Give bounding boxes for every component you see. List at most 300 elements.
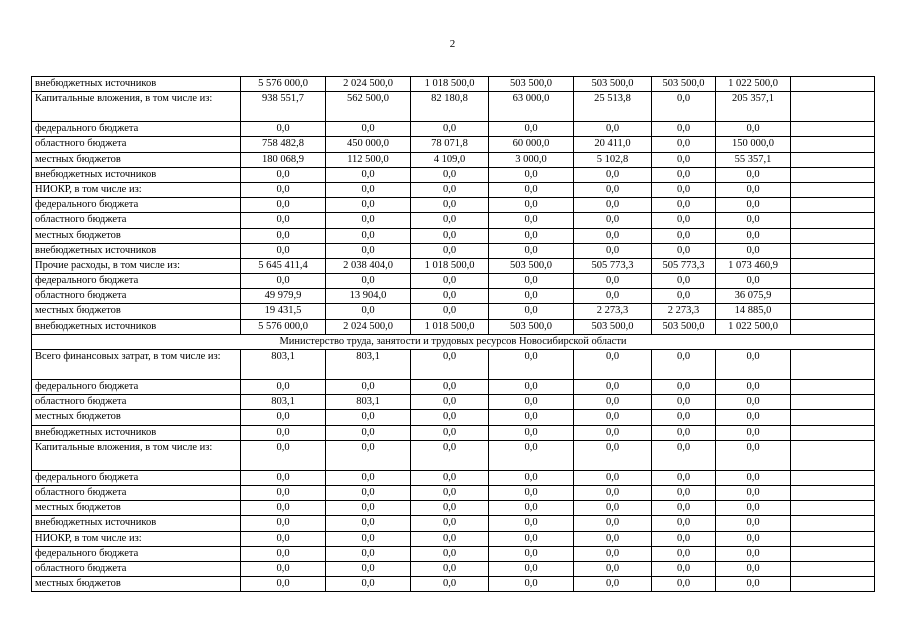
value-cell: 0,0 (716, 410, 791, 425)
table-row (32, 516, 875, 531)
table-row (32, 501, 875, 516)
value-cell: 14 885,0 (716, 304, 791, 319)
table-row (32, 577, 875, 592)
table-row (32, 425, 875, 440)
value-cell: 0,0 (326, 380, 411, 395)
row-label: областного бюджета (32, 213, 241, 228)
row-label: федерального бюджета (32, 274, 241, 289)
value-cell: 0,0 (241, 440, 326, 470)
value-cell: 0,0 (489, 531, 574, 546)
value-cell: 2 024 500,0 (326, 319, 411, 334)
value-cell: 758 482,8 (241, 137, 326, 152)
empty-cell (791, 77, 875, 92)
value-cell: 0,0 (489, 198, 574, 213)
value-cell: 5 576 000,0 (241, 319, 326, 334)
value-cell: 0,0 (574, 122, 652, 137)
empty-cell (791, 137, 875, 152)
value-cell: 0,0 (489, 425, 574, 440)
value-cell: 0,0 (489, 304, 574, 319)
value-cell: 0,0 (411, 182, 489, 197)
value-cell: 0,0 (489, 395, 574, 410)
value-cell: 562 500,0 (326, 92, 411, 122)
value-cell: 0,0 (574, 501, 652, 516)
value-cell: 0,0 (326, 577, 411, 592)
row-label: внебюджетных источников (32, 516, 241, 531)
value-cell: 938 551,7 (241, 92, 326, 122)
value-cell: 0,0 (652, 92, 716, 122)
value-cell: 0,0 (716, 198, 791, 213)
value-cell: 0,0 (241, 485, 326, 500)
value-cell: 0,0 (652, 122, 716, 137)
value-cell: 0,0 (652, 410, 716, 425)
row-label: федерального бюджета (32, 470, 241, 485)
empty-cell (791, 485, 875, 500)
value-cell: 150 000,0 (716, 137, 791, 152)
value-cell: 2 273,3 (574, 304, 652, 319)
value-cell: 0,0 (574, 440, 652, 470)
row-label: федерального бюджета (32, 122, 241, 137)
table-row (32, 470, 875, 485)
value-cell: 0,0 (411, 198, 489, 213)
table-row (32, 274, 875, 289)
value-cell: 0,0 (489, 516, 574, 531)
table-row (32, 258, 875, 273)
table-row (32, 440, 875, 470)
value-cell: 0,0 (652, 501, 716, 516)
table-row (32, 182, 875, 197)
value-cell: 0,0 (411, 274, 489, 289)
value-cell: 503 500,0 (489, 258, 574, 273)
empty-cell (791, 258, 875, 273)
value-cell: 5 576 000,0 (241, 77, 326, 92)
row-label: местных бюджетов (32, 501, 241, 516)
row-label: федерального бюджета (32, 380, 241, 395)
value-cell: 0,0 (574, 350, 652, 380)
value-cell: 0,0 (489, 380, 574, 395)
value-cell: 5 645 411,4 (241, 258, 326, 273)
value-cell: 0,0 (411, 425, 489, 440)
value-cell: 205 357,1 (716, 92, 791, 122)
value-cell: 55 357,1 (716, 152, 791, 167)
value-cell: 0,0 (326, 182, 411, 197)
table-row (32, 410, 875, 425)
empty-cell (791, 289, 875, 304)
value-cell: 0,0 (716, 561, 791, 576)
value-cell: 0,0 (716, 546, 791, 561)
value-cell: 505 773,3 (574, 258, 652, 273)
value-cell: 78 071,8 (411, 137, 489, 152)
value-cell: 2 038 404,0 (326, 258, 411, 273)
value-cell: 0,0 (489, 289, 574, 304)
value-cell: 0,0 (241, 531, 326, 546)
row-label: федерального бюджета (32, 546, 241, 561)
row-label: местных бюджетов (32, 304, 241, 319)
value-cell: 1 018 500,0 (411, 258, 489, 273)
value-cell: 0,0 (241, 410, 326, 425)
table-row (32, 350, 875, 380)
value-cell: 803,1 (241, 395, 326, 410)
table-row (32, 137, 875, 152)
value-cell: 0,0 (652, 274, 716, 289)
value-cell: 0,0 (489, 274, 574, 289)
value-cell: 0,0 (716, 274, 791, 289)
value-cell: 0,0 (652, 289, 716, 304)
empty-cell (791, 167, 875, 182)
row-label: внебюджетных источников (32, 319, 241, 334)
value-cell: 13 904,0 (326, 289, 411, 304)
value-cell: 0,0 (489, 243, 574, 258)
value-cell: 0,0 (574, 561, 652, 576)
value-cell: 0,0 (241, 198, 326, 213)
value-cell: 0,0 (716, 440, 791, 470)
row-label: внебюджетных источников (32, 167, 241, 182)
value-cell: 0,0 (411, 531, 489, 546)
table-row (32, 531, 875, 546)
table-row (32, 395, 875, 410)
value-cell: 0,0 (326, 304, 411, 319)
empty-cell (791, 122, 875, 137)
value-cell: 0,0 (652, 137, 716, 152)
value-cell: 0,0 (326, 122, 411, 137)
value-cell: 0,0 (489, 485, 574, 500)
value-cell: 60 000,0 (489, 137, 574, 152)
value-cell: 0,0 (489, 470, 574, 485)
value-cell: 0,0 (652, 152, 716, 167)
value-cell: 1 022 500,0 (716, 319, 791, 334)
value-cell: 4 109,0 (411, 152, 489, 167)
value-cell: 0,0 (574, 167, 652, 182)
value-cell: 1 073 460,9 (716, 258, 791, 273)
value-cell: 0,0 (574, 470, 652, 485)
value-cell: 0,0 (241, 182, 326, 197)
value-cell: 0,0 (411, 501, 489, 516)
value-cell: 0,0 (716, 577, 791, 592)
value-cell: 25 513,8 (574, 92, 652, 122)
empty-cell (791, 561, 875, 576)
value-cell: 450 000,0 (326, 137, 411, 152)
row-label: внебюджетных источников (32, 77, 241, 92)
value-cell: 0,0 (716, 395, 791, 410)
value-cell: 0,0 (326, 561, 411, 576)
value-cell: 0,0 (326, 516, 411, 531)
value-cell: 19 431,5 (241, 304, 326, 319)
row-label: внебюджетных источников (32, 425, 241, 440)
value-cell: 0,0 (574, 516, 652, 531)
value-cell: 0,0 (574, 380, 652, 395)
empty-cell (791, 198, 875, 213)
value-cell: 0,0 (652, 395, 716, 410)
row-label: Капитальные вложения, в том числе из: (32, 440, 241, 470)
value-cell: 503 500,0 (489, 319, 574, 334)
value-cell: 505 773,3 (652, 258, 716, 273)
row-label: НИОКР, в том числе из: (32, 182, 241, 197)
value-cell: 82 180,8 (411, 92, 489, 122)
empty-cell (791, 304, 875, 319)
value-cell: 803,1 (326, 350, 411, 380)
row-label: внебюджетных источников (32, 243, 241, 258)
value-cell: 0,0 (411, 289, 489, 304)
table-row (32, 380, 875, 395)
value-cell: 0,0 (574, 228, 652, 243)
empty-cell (791, 440, 875, 470)
value-cell: 0,0 (716, 213, 791, 228)
empty-cell (791, 410, 875, 425)
value-cell: 0,0 (326, 228, 411, 243)
empty-cell (791, 213, 875, 228)
value-cell: 0,0 (326, 531, 411, 546)
value-cell: 0,0 (489, 501, 574, 516)
value-cell: 0,0 (411, 380, 489, 395)
empty-cell (791, 350, 875, 380)
value-cell: 0,0 (489, 546, 574, 561)
value-cell: 0,0 (489, 228, 574, 243)
empty-cell (791, 516, 875, 531)
value-cell: 0,0 (652, 485, 716, 500)
value-cell: 0,0 (241, 380, 326, 395)
value-cell: 503 500,0 (574, 77, 652, 92)
row-label: местных бюджетов (32, 152, 241, 167)
table-row (32, 228, 875, 243)
value-cell: 0,0 (241, 167, 326, 182)
value-cell: 0,0 (574, 213, 652, 228)
value-cell: 0,0 (411, 470, 489, 485)
value-cell: 0,0 (241, 425, 326, 440)
value-cell: 0,0 (574, 425, 652, 440)
table-row (32, 122, 875, 137)
empty-cell (791, 243, 875, 258)
table-row (32, 319, 875, 334)
value-cell: 3 000,0 (489, 152, 574, 167)
row-label: местных бюджетов (32, 410, 241, 425)
empty-cell (791, 92, 875, 122)
value-cell: 0,0 (411, 243, 489, 258)
value-cell: 180 068,9 (241, 152, 326, 167)
value-cell: 1 018 500,0 (411, 77, 489, 92)
value-cell: 0,0 (326, 440, 411, 470)
section-row (32, 334, 875, 349)
value-cell: 0,0 (326, 546, 411, 561)
value-cell: 0,0 (716, 228, 791, 243)
row-label: Всего финансовых затрат, в том числе из: (32, 350, 241, 380)
value-cell: 0,0 (411, 440, 489, 470)
table-row (32, 485, 875, 500)
section-title: Министерство труда, занятости и трудовых ресурсов Новосибирской области (32, 334, 875, 349)
value-cell: 0,0 (326, 213, 411, 228)
value-cell: 0,0 (411, 410, 489, 425)
value-cell: 0,0 (652, 350, 716, 380)
value-cell: 0,0 (716, 182, 791, 197)
table-row (32, 167, 875, 182)
row-label: НИОКР, в том числе из: (32, 531, 241, 546)
empty-cell (791, 577, 875, 592)
value-cell: 0,0 (574, 577, 652, 592)
value-cell: 0,0 (716, 425, 791, 440)
value-cell: 0,0 (326, 470, 411, 485)
table-row (32, 243, 875, 258)
value-cell: 0,0 (326, 274, 411, 289)
value-cell: 0,0 (241, 228, 326, 243)
budget-table (31, 76, 875, 592)
value-cell: 112 500,0 (326, 152, 411, 167)
table-row (32, 289, 875, 304)
value-cell: 1 022 500,0 (716, 77, 791, 92)
value-cell: 0,0 (326, 410, 411, 425)
empty-cell (791, 380, 875, 395)
value-cell: 0,0 (241, 546, 326, 561)
value-cell: 0,0 (241, 243, 326, 258)
value-cell: 0,0 (411, 516, 489, 531)
value-cell: 0,0 (411, 395, 489, 410)
value-cell: 0,0 (489, 440, 574, 470)
value-cell: 0,0 (411, 122, 489, 137)
empty-cell (791, 546, 875, 561)
value-cell: 0,0 (652, 561, 716, 576)
value-cell: 0,0 (652, 516, 716, 531)
value-cell: 0,0 (652, 531, 716, 546)
value-cell: 0,0 (411, 228, 489, 243)
value-cell: 0,0 (652, 167, 716, 182)
value-cell: 0,0 (411, 561, 489, 576)
empty-cell (791, 182, 875, 197)
value-cell: 0,0 (574, 289, 652, 304)
value-cell: 2 024 500,0 (326, 77, 411, 92)
value-cell: 0,0 (574, 198, 652, 213)
value-cell: 0,0 (411, 485, 489, 500)
value-cell: 803,1 (241, 350, 326, 380)
table-row (32, 92, 875, 122)
value-cell: 36 075,9 (716, 289, 791, 304)
table-row (32, 198, 875, 213)
value-cell: 0,0 (241, 501, 326, 516)
value-cell: 0,0 (411, 546, 489, 561)
row-label: областного бюджета (32, 395, 241, 410)
value-cell: 0,0 (652, 425, 716, 440)
value-cell: 0,0 (716, 485, 791, 500)
empty-cell (791, 274, 875, 289)
value-cell: 0,0 (574, 243, 652, 258)
value-cell: 0,0 (326, 425, 411, 440)
value-cell: 0,0 (241, 213, 326, 228)
row-label: местных бюджетов (32, 577, 241, 592)
value-cell: 0,0 (652, 440, 716, 470)
value-cell: 0,0 (411, 167, 489, 182)
table-row (32, 213, 875, 228)
value-cell: 0,0 (411, 350, 489, 380)
value-cell: 0,0 (652, 228, 716, 243)
value-cell: 503 500,0 (652, 77, 716, 92)
value-cell: 0,0 (574, 182, 652, 197)
value-cell: 0,0 (489, 410, 574, 425)
empty-cell (791, 501, 875, 516)
value-cell: 0,0 (489, 122, 574, 137)
value-cell: 0,0 (489, 182, 574, 197)
value-cell: 0,0 (574, 485, 652, 500)
table-row (32, 152, 875, 167)
value-cell: 503 500,0 (489, 77, 574, 92)
value-cell: 0,0 (716, 470, 791, 485)
value-cell: 0,0 (411, 213, 489, 228)
value-cell: 0,0 (574, 531, 652, 546)
value-cell: 0,0 (574, 546, 652, 561)
value-cell: 803,1 (326, 395, 411, 410)
value-cell: 0,0 (652, 380, 716, 395)
value-cell: 5 102,8 (574, 152, 652, 167)
value-cell: 63 000,0 (489, 92, 574, 122)
value-cell: 0,0 (574, 395, 652, 410)
value-cell: 0,0 (241, 516, 326, 531)
value-cell: 0,0 (326, 501, 411, 516)
value-cell: 0,0 (652, 577, 716, 592)
table-row (32, 561, 875, 576)
value-cell: 0,0 (652, 243, 716, 258)
empty-cell (791, 425, 875, 440)
value-cell: 49 979,9 (241, 289, 326, 304)
empty-cell (791, 152, 875, 167)
value-cell: 0,0 (326, 243, 411, 258)
value-cell: 0,0 (652, 182, 716, 197)
value-cell: 0,0 (716, 167, 791, 182)
value-cell: 0,0 (489, 167, 574, 182)
value-cell: 0,0 (241, 561, 326, 576)
value-cell: 0,0 (326, 485, 411, 500)
row-label: Прочие расходы, в том числе из: (32, 258, 241, 273)
value-cell: 0,0 (574, 410, 652, 425)
table-row (32, 304, 875, 319)
row-label: областного бюджета (32, 137, 241, 152)
row-label: областного бюджета (32, 561, 241, 576)
value-cell: 0,0 (489, 577, 574, 592)
value-cell: 0,0 (716, 350, 791, 380)
value-cell: 0,0 (716, 516, 791, 531)
budget-table-body (32, 77, 875, 592)
value-cell: 0,0 (411, 304, 489, 319)
row-label: областного бюджета (32, 485, 241, 500)
row-label: местных бюджетов (32, 228, 241, 243)
empty-cell (791, 531, 875, 546)
row-label: федерального бюджета (32, 198, 241, 213)
empty-cell (791, 395, 875, 410)
value-cell: 20 411,0 (574, 137, 652, 152)
value-cell: 503 500,0 (574, 319, 652, 334)
row-label: Капитальные вложения, в том числе из: (32, 92, 241, 122)
table-row (32, 546, 875, 561)
value-cell: 0,0 (326, 167, 411, 182)
value-cell: 0,0 (652, 470, 716, 485)
value-cell: 0,0 (716, 501, 791, 516)
value-cell: 0,0 (489, 213, 574, 228)
row-label: областного бюджета (32, 289, 241, 304)
value-cell: 0,0 (241, 274, 326, 289)
page-number: 2 (449, 38, 456, 50)
value-cell: 0,0 (716, 243, 791, 258)
value-cell: 0,0 (411, 577, 489, 592)
value-cell: 2 273,3 (652, 304, 716, 319)
value-cell: 503 500,0 (652, 319, 716, 334)
value-cell: 0,0 (489, 561, 574, 576)
value-cell: 0,0 (241, 577, 326, 592)
value-cell: 0,0 (489, 350, 574, 380)
empty-cell (791, 470, 875, 485)
table-row (32, 77, 875, 92)
value-cell: 0,0 (716, 531, 791, 546)
empty-cell (791, 228, 875, 243)
value-cell: 1 018 500,0 (411, 319, 489, 334)
value-cell: 0,0 (716, 380, 791, 395)
value-cell: 0,0 (716, 122, 791, 137)
value-cell: 0,0 (326, 198, 411, 213)
value-cell: 0,0 (652, 546, 716, 561)
value-cell: 0,0 (241, 122, 326, 137)
